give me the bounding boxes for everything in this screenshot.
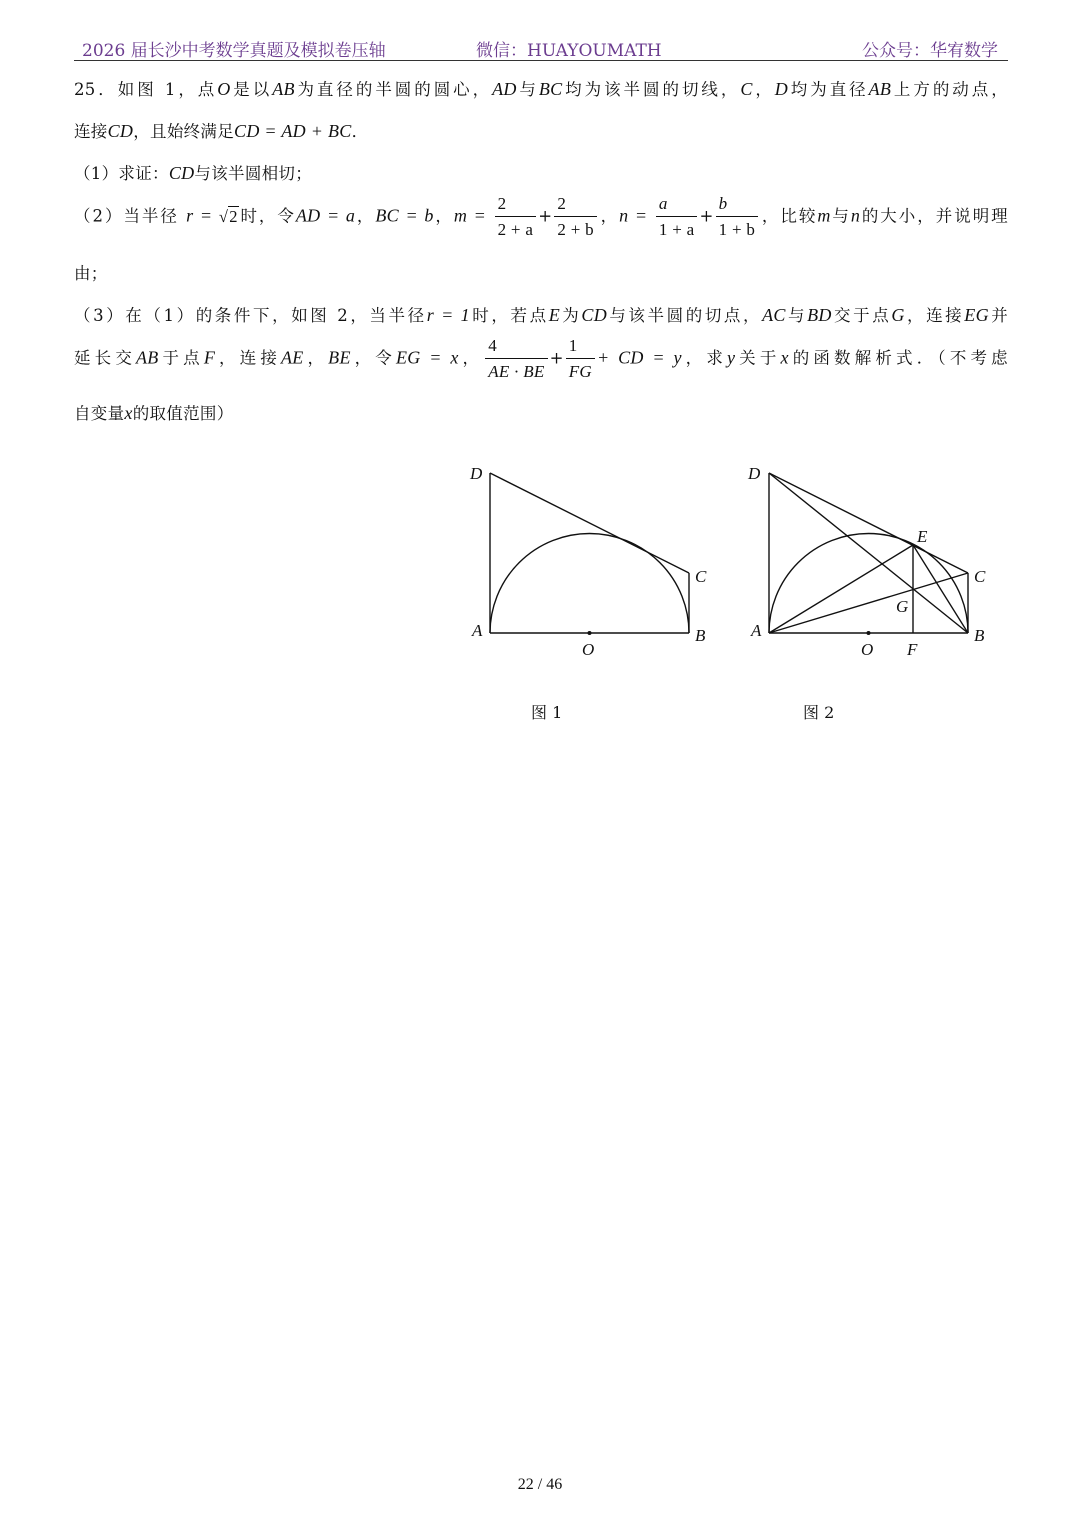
fraction-n-2: $\frac{b}{1 + b}$ xyxy=(716,194,759,240)
figure-2 xyxy=(769,473,968,633)
fraction-1-over-fg: $\frac{1}{FG}$ xyxy=(566,336,595,382)
fig1-label-o: O xyxy=(582,640,595,659)
fig2-label-o: O xyxy=(861,640,874,659)
fraction-4-over-ae-be: $\frac{4}{AE \cdot BE}$ xyxy=(485,336,547,382)
fig1-center-dot xyxy=(588,631,592,635)
fig1-label-b: B xyxy=(695,626,706,645)
fraction-m-2: $\frac{2}{2 + b}$ xyxy=(554,194,597,240)
figure-1 xyxy=(490,473,689,633)
fraction-n-1: $\frac{a}{1 + a}$ xyxy=(656,194,698,240)
fig2-label-f: F xyxy=(907,640,918,659)
header-title: 2026 届长沙中考数学真题及模拟卷压轴 xyxy=(82,41,386,61)
problem-line-2: 连接CD，且始终满足CD = AD + BC． xyxy=(74,121,369,141)
header-wechat: 微信：HUAYOUMATH xyxy=(476,41,662,61)
fraction-m-1: $\frac{2}{2 + a}$ xyxy=(495,194,537,240)
fig2-label-g: G xyxy=(896,597,909,616)
question-3-line-2: 延长交AB于点F，连接AE，BE，令EG = x， $\frac{4}{AE \cdot BE}$ + $\frac{1}{FG}$ + CD = y，求y关于x的函数解析式．（不考虑 xyxy=(74,336,1008,381)
question-2: （2）当半径 r = √2时，令AD = a，BC = b，m = $\frac{2}{2 + a}$ + $\frac{2}{2 + b}$ ，n = $\frac{a}{1 + a}$ + $\frac{b}{1 + b}$ ，比较m与n的大小，并说明理 xyxy=(74,194,1008,239)
fig2-label-c: C xyxy=(974,567,986,586)
question-3-line-3: 自变量x的取值范围） xyxy=(74,403,234,423)
fig1-label-c: C xyxy=(695,567,707,586)
fig2-label-e: E xyxy=(917,527,928,546)
fig2-segment-be xyxy=(913,545,968,633)
question-3-line-1: （3）在（1）的条件下，如图 2，当半径r = 1时，若点E为CD与该半圆的切点，AC与BD交于点G，连接EG并 xyxy=(74,305,1008,325)
question-2-tail: 由； xyxy=(74,264,108,283)
fig2-segment-ac xyxy=(769,573,968,633)
fig2-segment-ae xyxy=(769,545,913,633)
fig2-semicircle xyxy=(769,534,968,634)
page-number: 22 / 46 xyxy=(517,1476,563,1493)
figure-2-caption: 图 2 xyxy=(803,703,835,722)
fig1-segment-dc xyxy=(490,473,689,573)
sqrt-2: √2 xyxy=(218,206,238,226)
figure-1-caption: 图 1 xyxy=(531,703,563,722)
fig1-label-a: A xyxy=(472,621,483,640)
fig2-segment-bd xyxy=(769,473,968,633)
fig2-label-b: B xyxy=(974,626,985,645)
fig2-label-d: D xyxy=(748,464,761,483)
figures xyxy=(0,0,1080,760)
header-account: 公众号：华宥数学 xyxy=(862,41,998,61)
problem-line-1: 25．如图 1，点O是以AB为直径的半圆的圆心，AD与BC均为该半圆的切线，C，D均为直径AB上方的动点， xyxy=(74,79,1009,99)
fig2-label-a: A xyxy=(751,621,762,640)
fig2-center-dot xyxy=(867,631,871,635)
fig2-segment-dc xyxy=(769,473,968,573)
fig1-semicircle xyxy=(490,534,689,634)
fig1-label-d: D xyxy=(470,464,483,483)
question-1: （1）求证：CD与该半圆相切； xyxy=(74,163,313,183)
